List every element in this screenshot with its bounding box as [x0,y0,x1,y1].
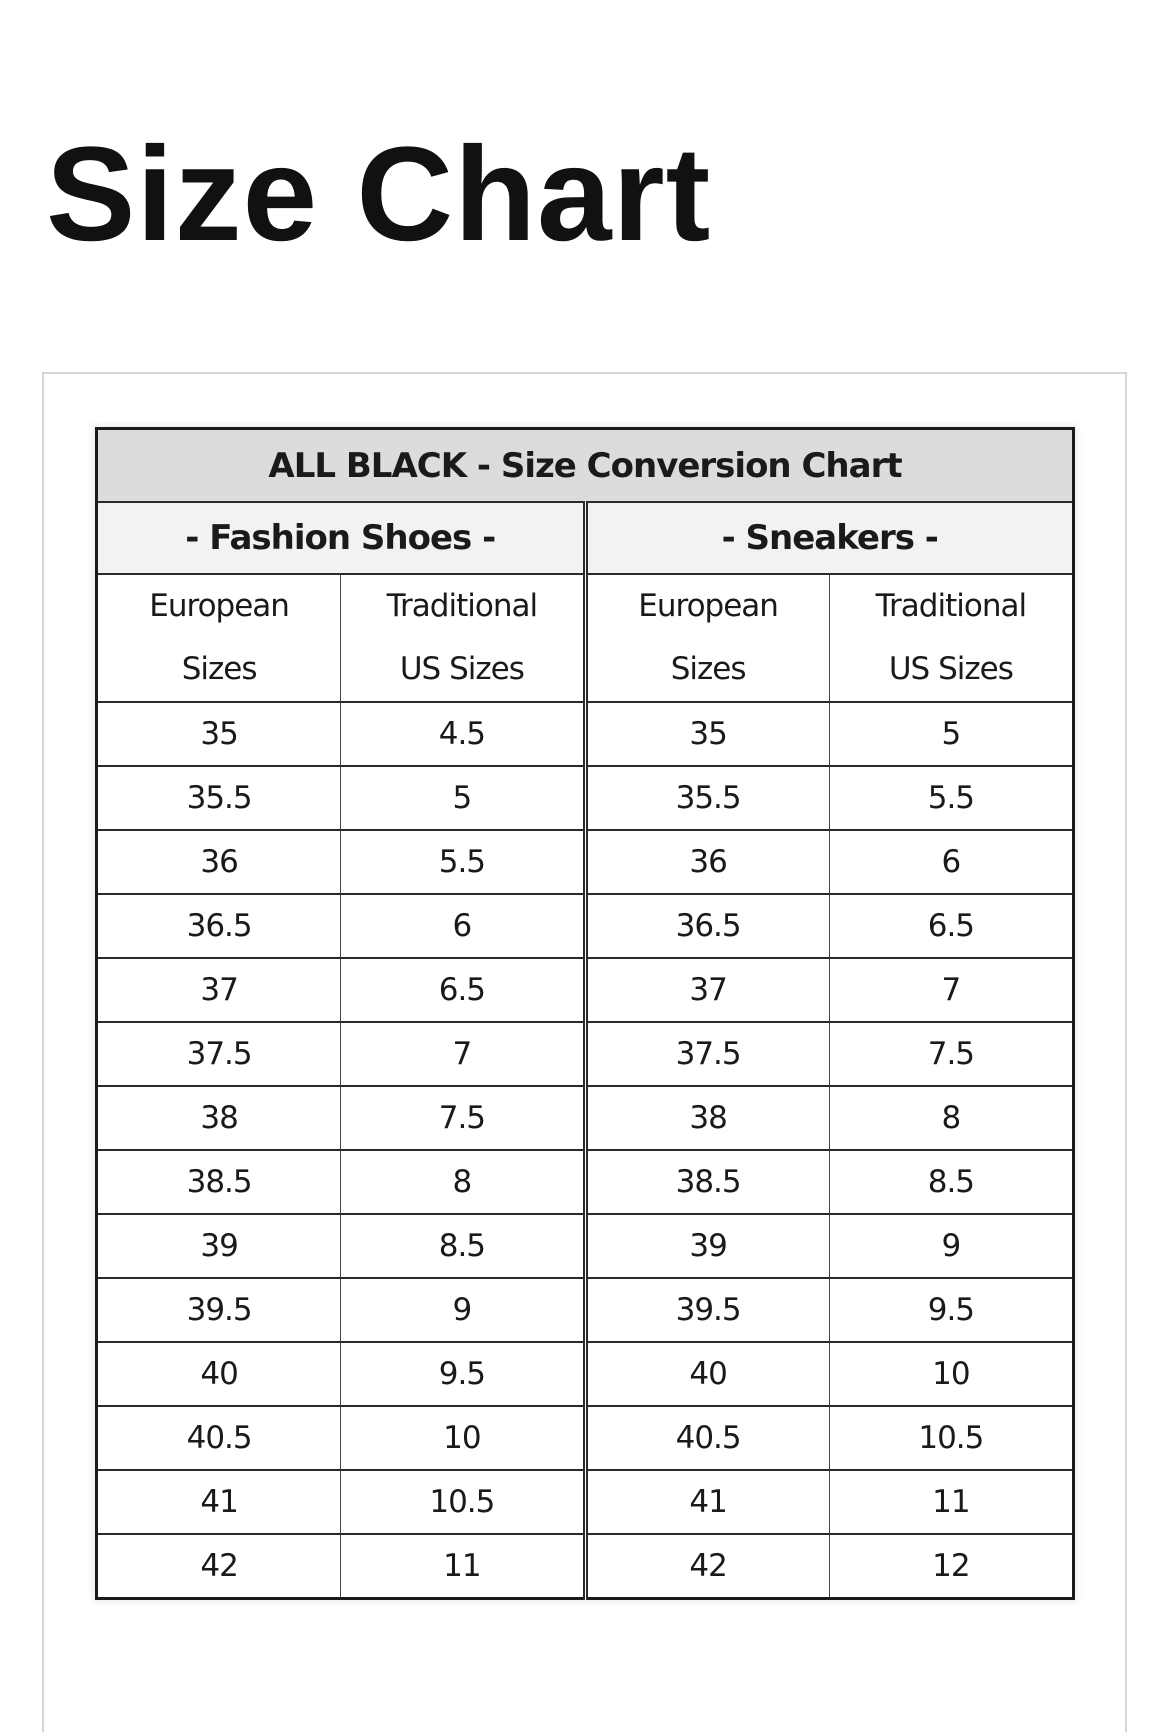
table-cell: 37.5 [97,1022,341,1086]
table-cell: 7 [341,1022,585,1086]
column-header-line: US Sizes [399,651,524,687]
group-sneakers: - Sneakers - [585,502,1074,574]
table-cell: 11 [341,1534,585,1599]
group-header-row [97,502,1074,574]
table-row [97,702,1074,766]
column-header-line: US Sizes [888,651,1013,687]
table-row [97,894,1074,958]
table-cell: 37 [97,958,341,1022]
table-cell: 36.5 [585,894,829,958]
table-cell: 41 [585,1470,829,1534]
table-cell: 36.5 [97,894,341,958]
table-cell: 35.5 [585,766,829,830]
table-row [97,1150,1074,1214]
table-cell: 35.5 [97,766,341,830]
table-cell: 38.5 [97,1150,341,1214]
table-cell: 10 [341,1406,585,1470]
table-cell: 8 [829,1086,1073,1150]
table-row [97,958,1074,1022]
table-cell: 39 [97,1214,341,1278]
table-cell: 41 [97,1470,341,1534]
table-cell: 6.5 [341,958,585,1022]
table-cell: 11 [829,1470,1073,1534]
table-cell: 5 [341,766,585,830]
table-cell: 39.5 [585,1278,829,1342]
table-cell: 39.5 [97,1278,341,1342]
table-cell: 40.5 [585,1406,829,1470]
table-row [97,830,1074,894]
table-cell: 35 [97,702,341,766]
table-cell: 6.5 [829,894,1073,958]
table-row [97,1214,1074,1278]
column-header-line: Traditional [875,588,1027,624]
table-row [97,766,1074,830]
column-header-line: European [638,588,778,624]
table-cell: 6 [341,894,585,958]
table-cell: 39 [585,1214,829,1278]
column-header-row [97,574,1074,702]
column-header-line: Sizes [181,651,257,687]
table-cell: 36 [585,830,829,894]
table-cell: 37.5 [585,1022,829,1086]
group-fashion-shoes: - Fashion Shoes - [97,502,586,574]
table-cell: 42 [97,1534,341,1599]
table-cell: 12 [829,1534,1073,1599]
table-cell: 36 [97,830,341,894]
table-cell: 10.5 [829,1406,1073,1470]
table-cell: 4.5 [341,702,585,766]
table-row [97,1278,1074,1342]
table-cell: 9.5 [341,1342,585,1406]
table-cell: 10.5 [341,1470,585,1534]
table-cell: 7.5 [341,1086,585,1150]
table-title-row [97,429,1074,503]
table-cell: 8.5 [829,1150,1073,1214]
table-cell: 40.5 [97,1406,341,1470]
table-title: ALL BLACK - Size Conversion Chart [97,429,1074,503]
table-row [97,1406,1074,1470]
table-cell: 8.5 [341,1214,585,1278]
table-cell: 7.5 [829,1022,1073,1086]
column-header-line: Sizes [670,651,746,687]
table-cell: 40 [97,1342,341,1406]
table-row [97,1470,1074,1534]
size-conversion-table [95,427,1075,1600]
table-cell: 37 [585,958,829,1022]
column-header-fashion-european [97,574,341,702]
table-row [97,1022,1074,1086]
table-cell: 38.5 [585,1150,829,1214]
table-cell: 40 [585,1342,829,1406]
table-cell: 9 [341,1278,585,1342]
table-cell: 9 [829,1214,1073,1278]
table-cell: 6 [829,830,1073,894]
table-cell: 35 [585,702,829,766]
table-cell: 7 [829,958,1073,1022]
column-header-sneakers-european [585,574,829,702]
table-cell: 38 [585,1086,829,1150]
table-cell: 10 [829,1342,1073,1406]
table-row [97,1342,1074,1406]
column-header-fashion-us [341,574,585,702]
table-cell: 5 [829,702,1073,766]
table-cell: 38 [97,1086,341,1150]
table-row [97,1086,1074,1150]
table-row [97,1534,1074,1599]
table-cell: 9.5 [829,1278,1073,1342]
column-header-sneakers-us [829,574,1073,702]
table-cell: 5.5 [341,830,585,894]
table-cell: 8 [341,1150,585,1214]
table-cell: 5.5 [829,766,1073,830]
column-header-line: European [149,588,289,624]
page-title: Size Chart [46,120,712,269]
column-header-line: Traditional [386,588,538,624]
size-chart-card [42,372,1127,1732]
table-cell: 42 [585,1534,829,1599]
